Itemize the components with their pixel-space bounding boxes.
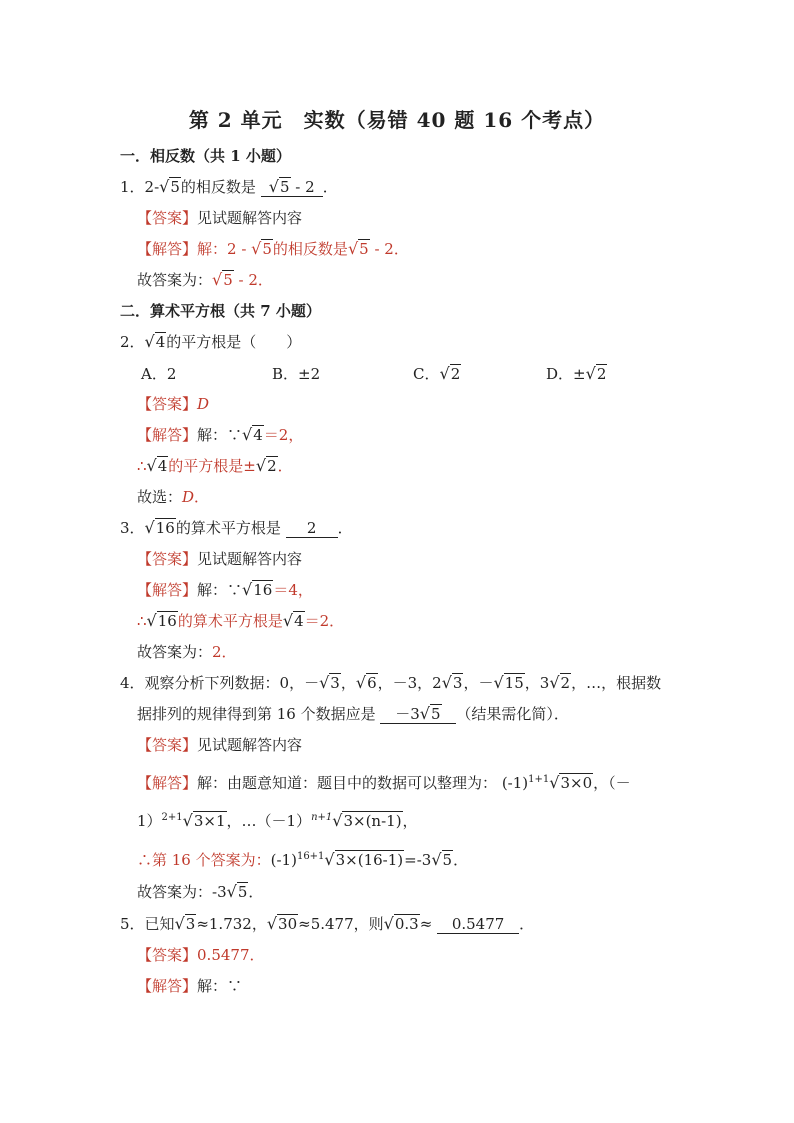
sqrt-expression: √5 [159, 177, 180, 196]
question-4: 4．观察分析下列数据：0，－√3，√6，－3，2√3，－√15，3√2，…，根据数 [120, 673, 662, 692]
solution-line: 【解答】解：由题意知道：题目中的数据可以整理为： $(-1)^{1+1}√3\times 0$，（－ [137, 773, 631, 792]
answer-blank: √5 - 2 [261, 178, 323, 197]
option-c[interactable]: C．√2 [413, 364, 461, 383]
answer-line: 【答案】0.5477． [137, 946, 265, 964]
question-5: 5．已知√3≈1.732，√30≈5.477，则√0.3≈ 0.5477 ． [120, 914, 535, 933]
final-answer-line: 故答案为：√5 - 2． [137, 270, 273, 289]
question-2: 2．√4的平方根是（ ） [120, 332, 302, 351]
solution-line: 【解答】解：2 - √5的相反数是√5 - 2． [137, 239, 409, 258]
option-d[interactable]: D．±√2 [546, 364, 607, 383]
final-answer-line: 故答案为：2． [137, 643, 237, 661]
option-a[interactable]: A．2 [141, 365, 177, 383]
solution-line-2: ∴√4的平方根是±√2． [137, 456, 293, 475]
question-3: 3．√16的算术平方根是 2 ． [120, 518, 353, 537]
solution-line-2: 1）$^{2+1}$√3×1，$\dots(-1)^{n+1}√3\times(n-1)$， [137, 811, 418, 830]
solution-line: 【解答】解：∵√4＝2， [137, 425, 304, 444]
solution-line-3: ∴第 16 个答案为：$(-1)^{16+1}√3\times(16-1)=-3√5$． [137, 850, 469, 869]
solution-line: 【解答】解：∵√16＝4， [137, 580, 313, 599]
answer-line: 【答案】D [137, 395, 210, 413]
answer-blank: 2 [286, 519, 338, 538]
question-1: 1．2-√5的相反数是 √5 - 2 ． [120, 177, 338, 196]
answer-blank: 0.5477 [437, 915, 519, 934]
page-title: 第 2 单元 实数（易错 40 题 16 个考点） [188, 108, 606, 132]
answer-line: 【答案】见试题解答内容 [137, 209, 303, 227]
answer-blank: －3√5 [380, 705, 456, 724]
section-heading-1: 一．相反数（共 1 小题） [120, 147, 291, 165]
final-answer-line: 故答案为：-3√5． [137, 882, 264, 901]
option-b[interactable]: B．±2 [272, 365, 321, 383]
final-answer-line: 故选：D． [137, 488, 210, 506]
solution-line: 【解答】解：∵ [137, 977, 243, 995]
section-heading-2: 二．算术平方根（共 7 小题） [120, 302, 321, 320]
answer-line: 【答案】见试题解答内容 [137, 736, 303, 754]
question-4-line-2: 据排列的规律得到第 16 个数据应是 －3√5 （结果需化简）． [137, 704, 569, 723]
answer-line: 【答案】见试题解答内容 [137, 550, 303, 568]
solution-line-2: ∴√16的算术平方根是√4＝2． [137, 611, 345, 630]
